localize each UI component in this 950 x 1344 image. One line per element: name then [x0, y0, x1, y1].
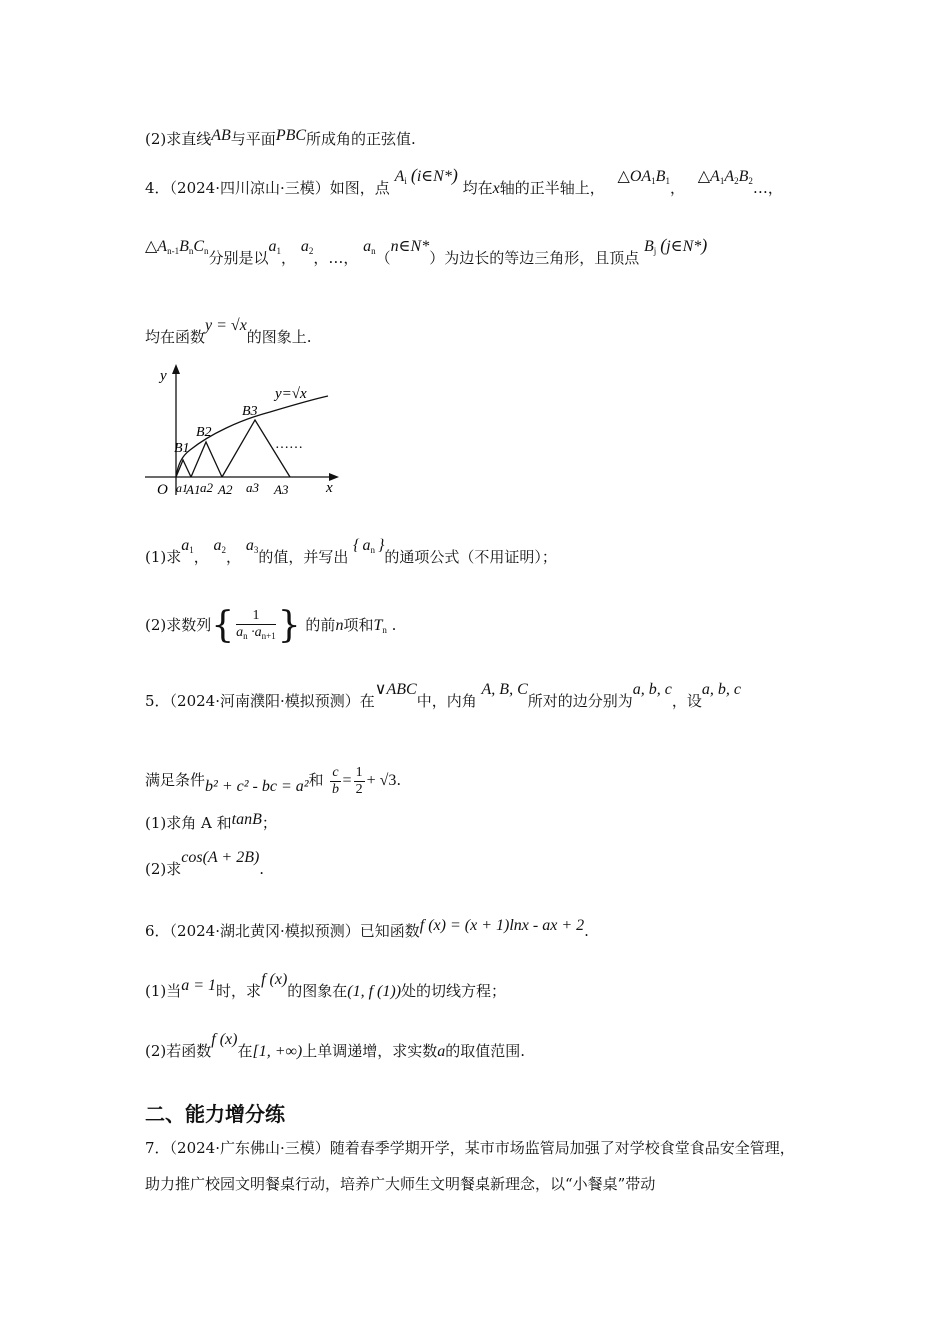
dots-label: …… — [275, 437, 303, 452]
q6-part1: (1)当a = 1时，求f (x)的图象在(1, f (1))处的切线方程； — [145, 971, 507, 1000]
A1-label: A1 — [186, 482, 201, 497]
q5-line2: 满足条件b² + c² - bc = a²和 $\frac{c}{b}$ = $\frac{1}{2}$ + √3. — [145, 764, 402, 797]
q4-line1: 4．（2024·四川凉山·三模）如图，点 $A_i$ (i∈N*) 均在x轴的正半轴上， $\triangle OA_1B_1$， $\triangle A_1A_2B_2\dots$， — [145, 165, 783, 197]
q4-line2: $\triangle A_{n-1}B_nC_n$分别是以$a_1$， $a_2$，…， $a_n(n\in N*)$为边长的等边三角形，且顶点 $B_j$ (j∈N*) — [145, 235, 708, 267]
q5-part2: (2)求cos(A + 2B). — [145, 849, 265, 878]
B3-label: B3 — [242, 404, 258, 419]
A2-label: A2 — [218, 482, 233, 497]
q4-part1: (1)求$a_1$， $a_2$， $a_3$的值，并写出 { $a_n$ }的通项公式（不用证明）； — [145, 537, 557, 566]
a2-label: a2 — [200, 480, 213, 495]
section-heading: 二、能力增分练 — [145, 1102, 285, 1126]
prev-problem-part2: (2)求直线AB与平面PBC所成角的正弦值. — [145, 127, 416, 148]
triangle-2 — [191, 442, 222, 477]
q4-part2: (2)求数列{ $\frac{1}{a_n \cdot a_{n+1}}$ } 的前n项和$T_n$ . — [145, 605, 397, 646]
q6-line1: 6．（2024·湖北黄冈·模拟预测）已知函数f (x) = (x + 1)lnx - ax + 2. — [145, 917, 589, 940]
q4-line3: 均在函数y = √x的图象上. — [145, 317, 312, 346]
y-label: y — [160, 368, 167, 384]
a3-label: a3 — [246, 480, 259, 495]
B1-label: B1 — [174, 441, 190, 456]
origin-label: O — [157, 482, 168, 498]
q5-line1: 5．（2024·河南濮阳·模拟预测）在∨ABC中，内角 A, B, C所对的边分别为a, b, c，设a, b, c — [145, 681, 741, 710]
q5-part1: (1)求角 A 和tanB； — [145, 811, 277, 832]
y-axis-arrow — [172, 364, 180, 374]
q7-paragraph: 7．（2024·广东佛山·三模）随着春季学期开学，某市市场监管局加强了对学校食堂食品安全管理，助力推广校园文明餐桌行动，培养广大师生文明餐桌新理念，以“小餐桌”带动 — [145, 1139, 795, 1193]
curve-label: y=√x — [275, 386, 307, 402]
B2-label: B2 — [196, 425, 212, 440]
x-label: x — [326, 480, 333, 496]
q6-part2: (2)若函数f (x)在[1, +∞)上单调递增，求实数a的取值范围. — [145, 1031, 526, 1060]
a1-label: a1 — [176, 481, 188, 495]
A3-label: A3 — [274, 482, 289, 497]
q4-graph — [140, 360, 350, 505]
